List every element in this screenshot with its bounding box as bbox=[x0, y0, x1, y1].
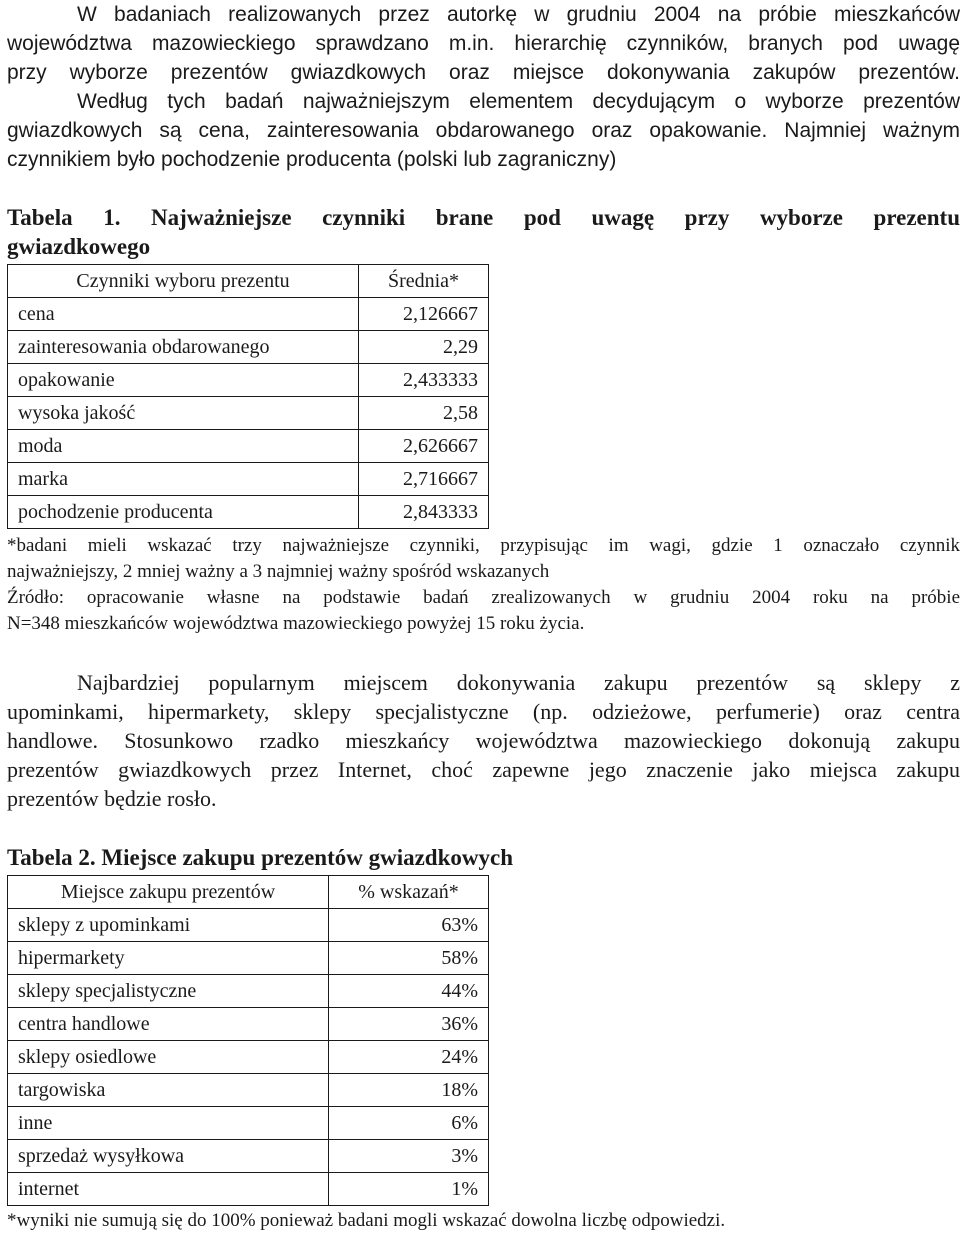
table-row bbox=[8, 1041, 489, 1074]
table-row bbox=[8, 430, 489, 463]
row-value: 2,58 bbox=[359, 397, 489, 430]
table-header-row bbox=[8, 876, 489, 909]
caption-line: Tabela 2. Miejsce zakupu prezentów gwiazdkowych bbox=[7, 845, 513, 870]
row-label: wysoka jakość bbox=[8, 397, 359, 430]
row-value: 2,126667 bbox=[359, 298, 489, 331]
table-row bbox=[8, 1173, 489, 1206]
row-value: 2,29 bbox=[359, 331, 489, 364]
row-label: inne bbox=[8, 1107, 329, 1140]
table1-caption bbox=[7, 203, 960, 261]
row-value: 36% bbox=[329, 1008, 489, 1041]
table-row bbox=[8, 1140, 489, 1173]
table-row bbox=[8, 1107, 489, 1140]
table-header-row bbox=[8, 265, 489, 298]
column-header: % wskazań* bbox=[329, 876, 489, 909]
text-line: przy wyborze prezentów gwiazdkowych oraz miejsce dokonywania zakupów prezentów. bbox=[7, 61, 960, 84]
row-label: sprzedaż wysyłkowa bbox=[8, 1140, 329, 1173]
row-label: centra handlowe bbox=[8, 1008, 329, 1041]
footnote-line: *badani mieli wskazać trzy najważniejsze czynniki, przypisując im wagi, gdzie 1 oznaczało czynnik bbox=[7, 535, 960, 556]
row-value: 1% bbox=[329, 1173, 489, 1206]
column-header: Średnia* bbox=[359, 265, 489, 298]
source-line: Źródło: opracowanie własne na podstawie badań zrealizowanych w grudniu 2004 roku na próbie bbox=[7, 587, 960, 608]
row-label: cena bbox=[8, 298, 359, 331]
table-row bbox=[8, 1074, 489, 1107]
table-row bbox=[8, 298, 489, 331]
footnote-line: *wyniki nie sumują się do 100% ponieważ badani mogli wskazać dowolna liczbę odpowiedzi. bbox=[7, 1210, 726, 1231]
row-label: pochodzenie producenta bbox=[8, 496, 359, 529]
footnote-line: najważniejszy, 2 mniej ważny a 3 najmniej ważny spośród wskazanych bbox=[7, 561, 550, 582]
row-label: marka bbox=[8, 463, 359, 496]
row-label: moda bbox=[8, 430, 359, 463]
table-row bbox=[8, 942, 489, 975]
row-value: 24% bbox=[329, 1041, 489, 1074]
middle-paragraph bbox=[7, 668, 960, 813]
text-line: czynnikiem było pochodzenie producenta (polski lub zagraniczny) bbox=[7, 148, 617, 171]
table-row bbox=[8, 397, 489, 430]
table-row bbox=[8, 496, 489, 529]
table-row bbox=[8, 909, 489, 942]
row-value: 2,626667 bbox=[359, 430, 489, 463]
caption-line: Tabela 1. Najważniejsze czynniki brane pod uwagę przy wyborze prezentu bbox=[7, 205, 960, 230]
table-row bbox=[8, 1008, 489, 1041]
text-line: W badaniach realizowanych przez autorkę w grudniu 2004 na próbie mieszkańców bbox=[77, 3, 960, 26]
row-value: 63% bbox=[329, 909, 489, 942]
row-label: sklepy specjalistyczne bbox=[8, 975, 329, 1008]
text-line: gwiazdkowych są cena, zainteresowania obdarowanego oraz opakowanie. Najmniej ważnym bbox=[7, 119, 960, 142]
table1 bbox=[7, 264, 489, 529]
text-line: upominkami, hipermarkety, sklepy specjalistyczne (np. odzieżowe, perfumerie) oraz centra bbox=[7, 699, 960, 724]
text-line: Najbardziej popularnym miejscem dokonywania zakupu prezentów są sklepy z bbox=[77, 670, 960, 695]
row-label: targowiska bbox=[8, 1074, 329, 1107]
text-line: Według tych badań najważniejszym elementem decydującym o wyborze prezentów bbox=[77, 90, 960, 113]
row-label: opakowanie bbox=[8, 364, 359, 397]
table-row bbox=[8, 975, 489, 1008]
table-row bbox=[8, 463, 489, 496]
row-label: zainteresowania obdarowanego bbox=[8, 331, 359, 364]
table1-footnote bbox=[7, 533, 960, 637]
row-value: 44% bbox=[329, 975, 489, 1008]
table2-footnote bbox=[7, 1208, 960, 1234]
caption-line: gwiazdkowego bbox=[7, 234, 151, 259]
table-row bbox=[8, 364, 489, 397]
text-line: województwa mazowieckiego sprawdzano m.in. hierarchię czynników, branych pod uwagę bbox=[7, 32, 960, 55]
row-label: hipermarkety bbox=[8, 942, 329, 975]
text-line: prezentów gwiazdkowych przez Internet, choć zapewne jego znaczenie jako miejsca zakupu bbox=[7, 757, 960, 782]
row-label: internet bbox=[8, 1173, 329, 1206]
row-label: sklepy z upominkami bbox=[8, 909, 329, 942]
row-value: 58% bbox=[329, 942, 489, 975]
row-value: 2,716667 bbox=[359, 463, 489, 496]
column-header: Miejsce zakupu prezentów bbox=[8, 876, 329, 909]
row-value: 3% bbox=[329, 1140, 489, 1173]
row-value: 6% bbox=[329, 1107, 489, 1140]
row-value: 2,433333 bbox=[359, 364, 489, 397]
row-value: 18% bbox=[329, 1074, 489, 1107]
row-label: sklepy osiedlowe bbox=[8, 1041, 329, 1074]
table-row bbox=[8, 331, 489, 364]
table2 bbox=[7, 875, 489, 1206]
text-line: handlowe. Stosunkowo rzadko mieszkańcy województwa mazowieckiego dokonują zakupu bbox=[7, 728, 960, 753]
intro-paragraph bbox=[7, 0, 960, 174]
table2-caption bbox=[7, 843, 513, 872]
row-value: 2,843333 bbox=[359, 496, 489, 529]
text-line: prezentów będzie rosło. bbox=[7, 786, 217, 811]
column-header: Czynniki wyboru prezentu bbox=[8, 265, 359, 298]
source-line: N=348 mieszkańców województwa mazowieckiego powyżej 15 roku życia. bbox=[7, 613, 585, 634]
